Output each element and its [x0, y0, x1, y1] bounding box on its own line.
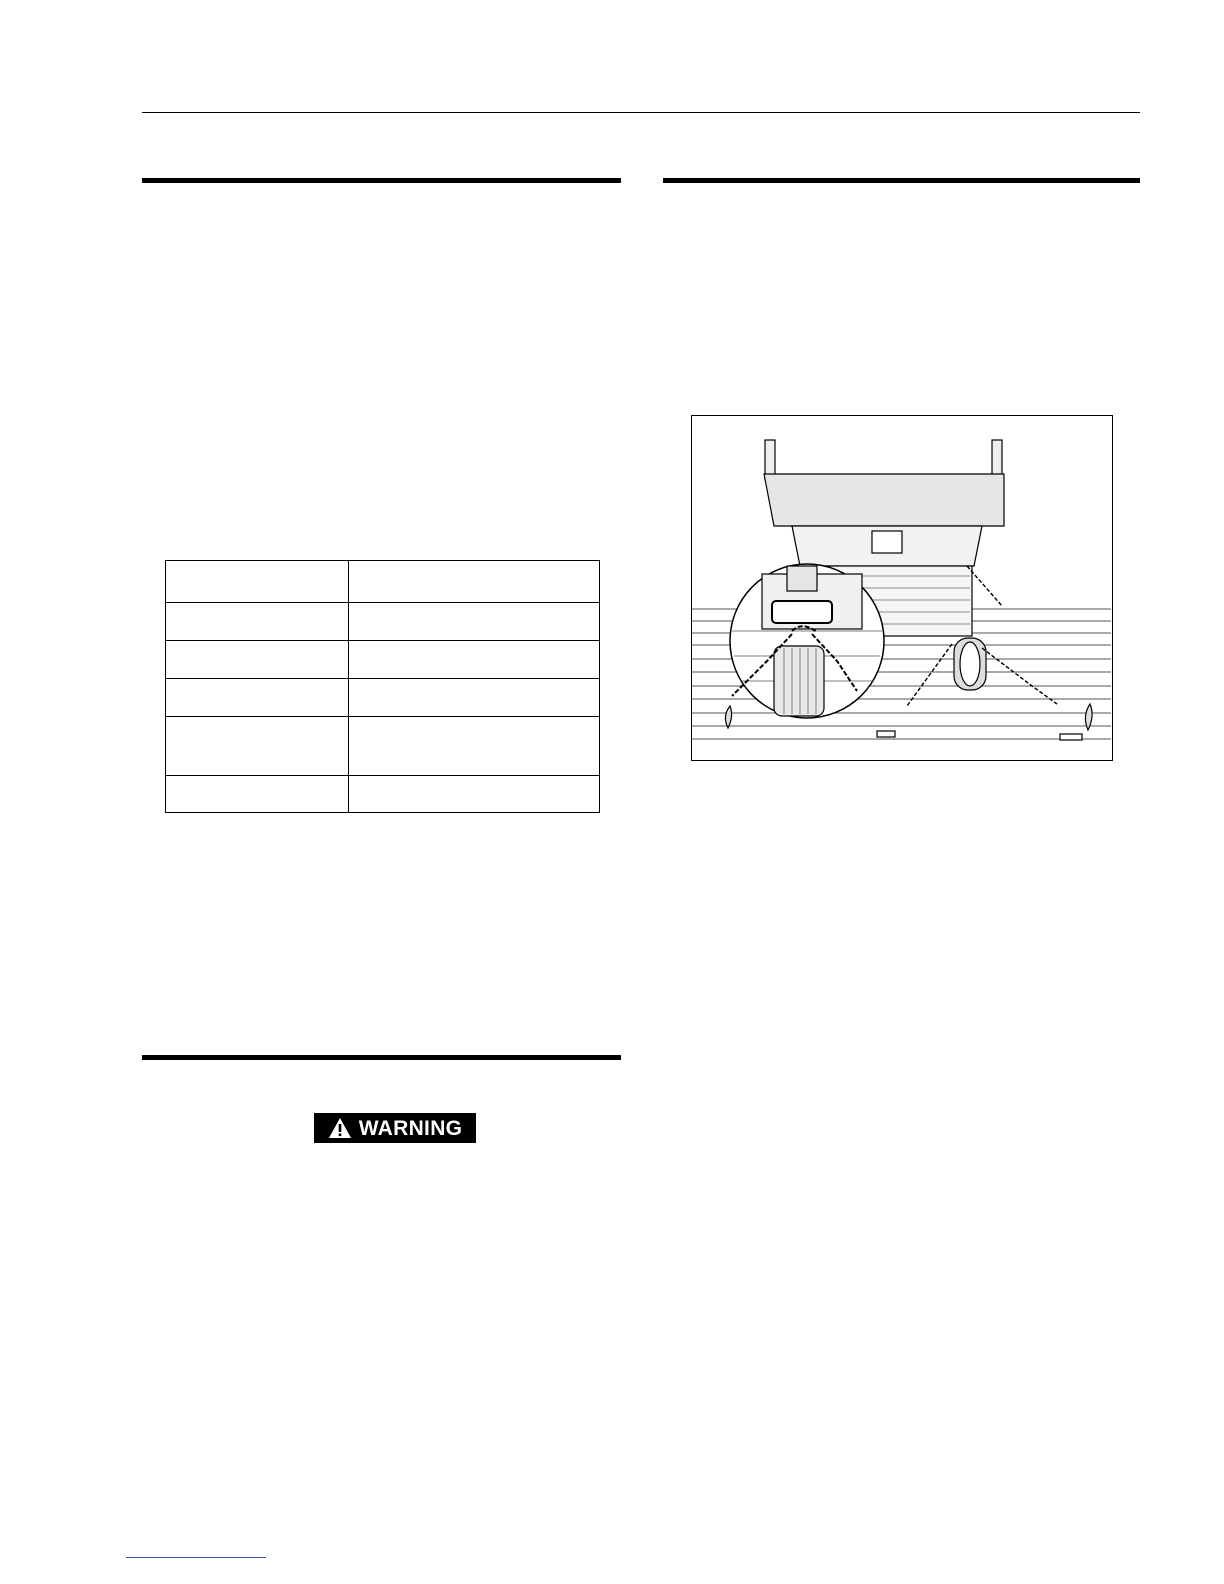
table-cell — [349, 717, 600, 776]
warning-text: WARNING — [358, 1116, 463, 1140]
section-heading-bar-left-top — [142, 178, 621, 183]
table-cell — [349, 776, 600, 813]
header-rule — [142, 112, 1140, 113]
spec-table — [165, 560, 600, 813]
section-heading-bar-right-top — [663, 178, 1140, 183]
table-cell — [166, 679, 349, 717]
section-heading-bar-left-bottom — [142, 1055, 621, 1060]
table-cell — [166, 603, 349, 641]
table-cell — [166, 776, 349, 813]
table-row — [166, 776, 600, 813]
table-row — [166, 561, 600, 603]
warning-triangle-icon — [328, 1117, 352, 1139]
table-row — [166, 603, 600, 641]
table-cell — [349, 603, 600, 641]
baler-tiedown-illustration — [691, 415, 1113, 761]
table-cell — [166, 717, 349, 776]
table-cell — [166, 641, 349, 679]
warning-label — [314, 1113, 476, 1143]
table-row — [166, 641, 600, 679]
footnote-rule — [126, 1557, 266, 1558]
table-cell — [349, 561, 600, 603]
table-cell — [166, 561, 349, 603]
table-row — [166, 679, 600, 717]
table-cell — [349, 641, 600, 679]
table-cell — [349, 679, 600, 717]
table-row — [166, 717, 600, 776]
